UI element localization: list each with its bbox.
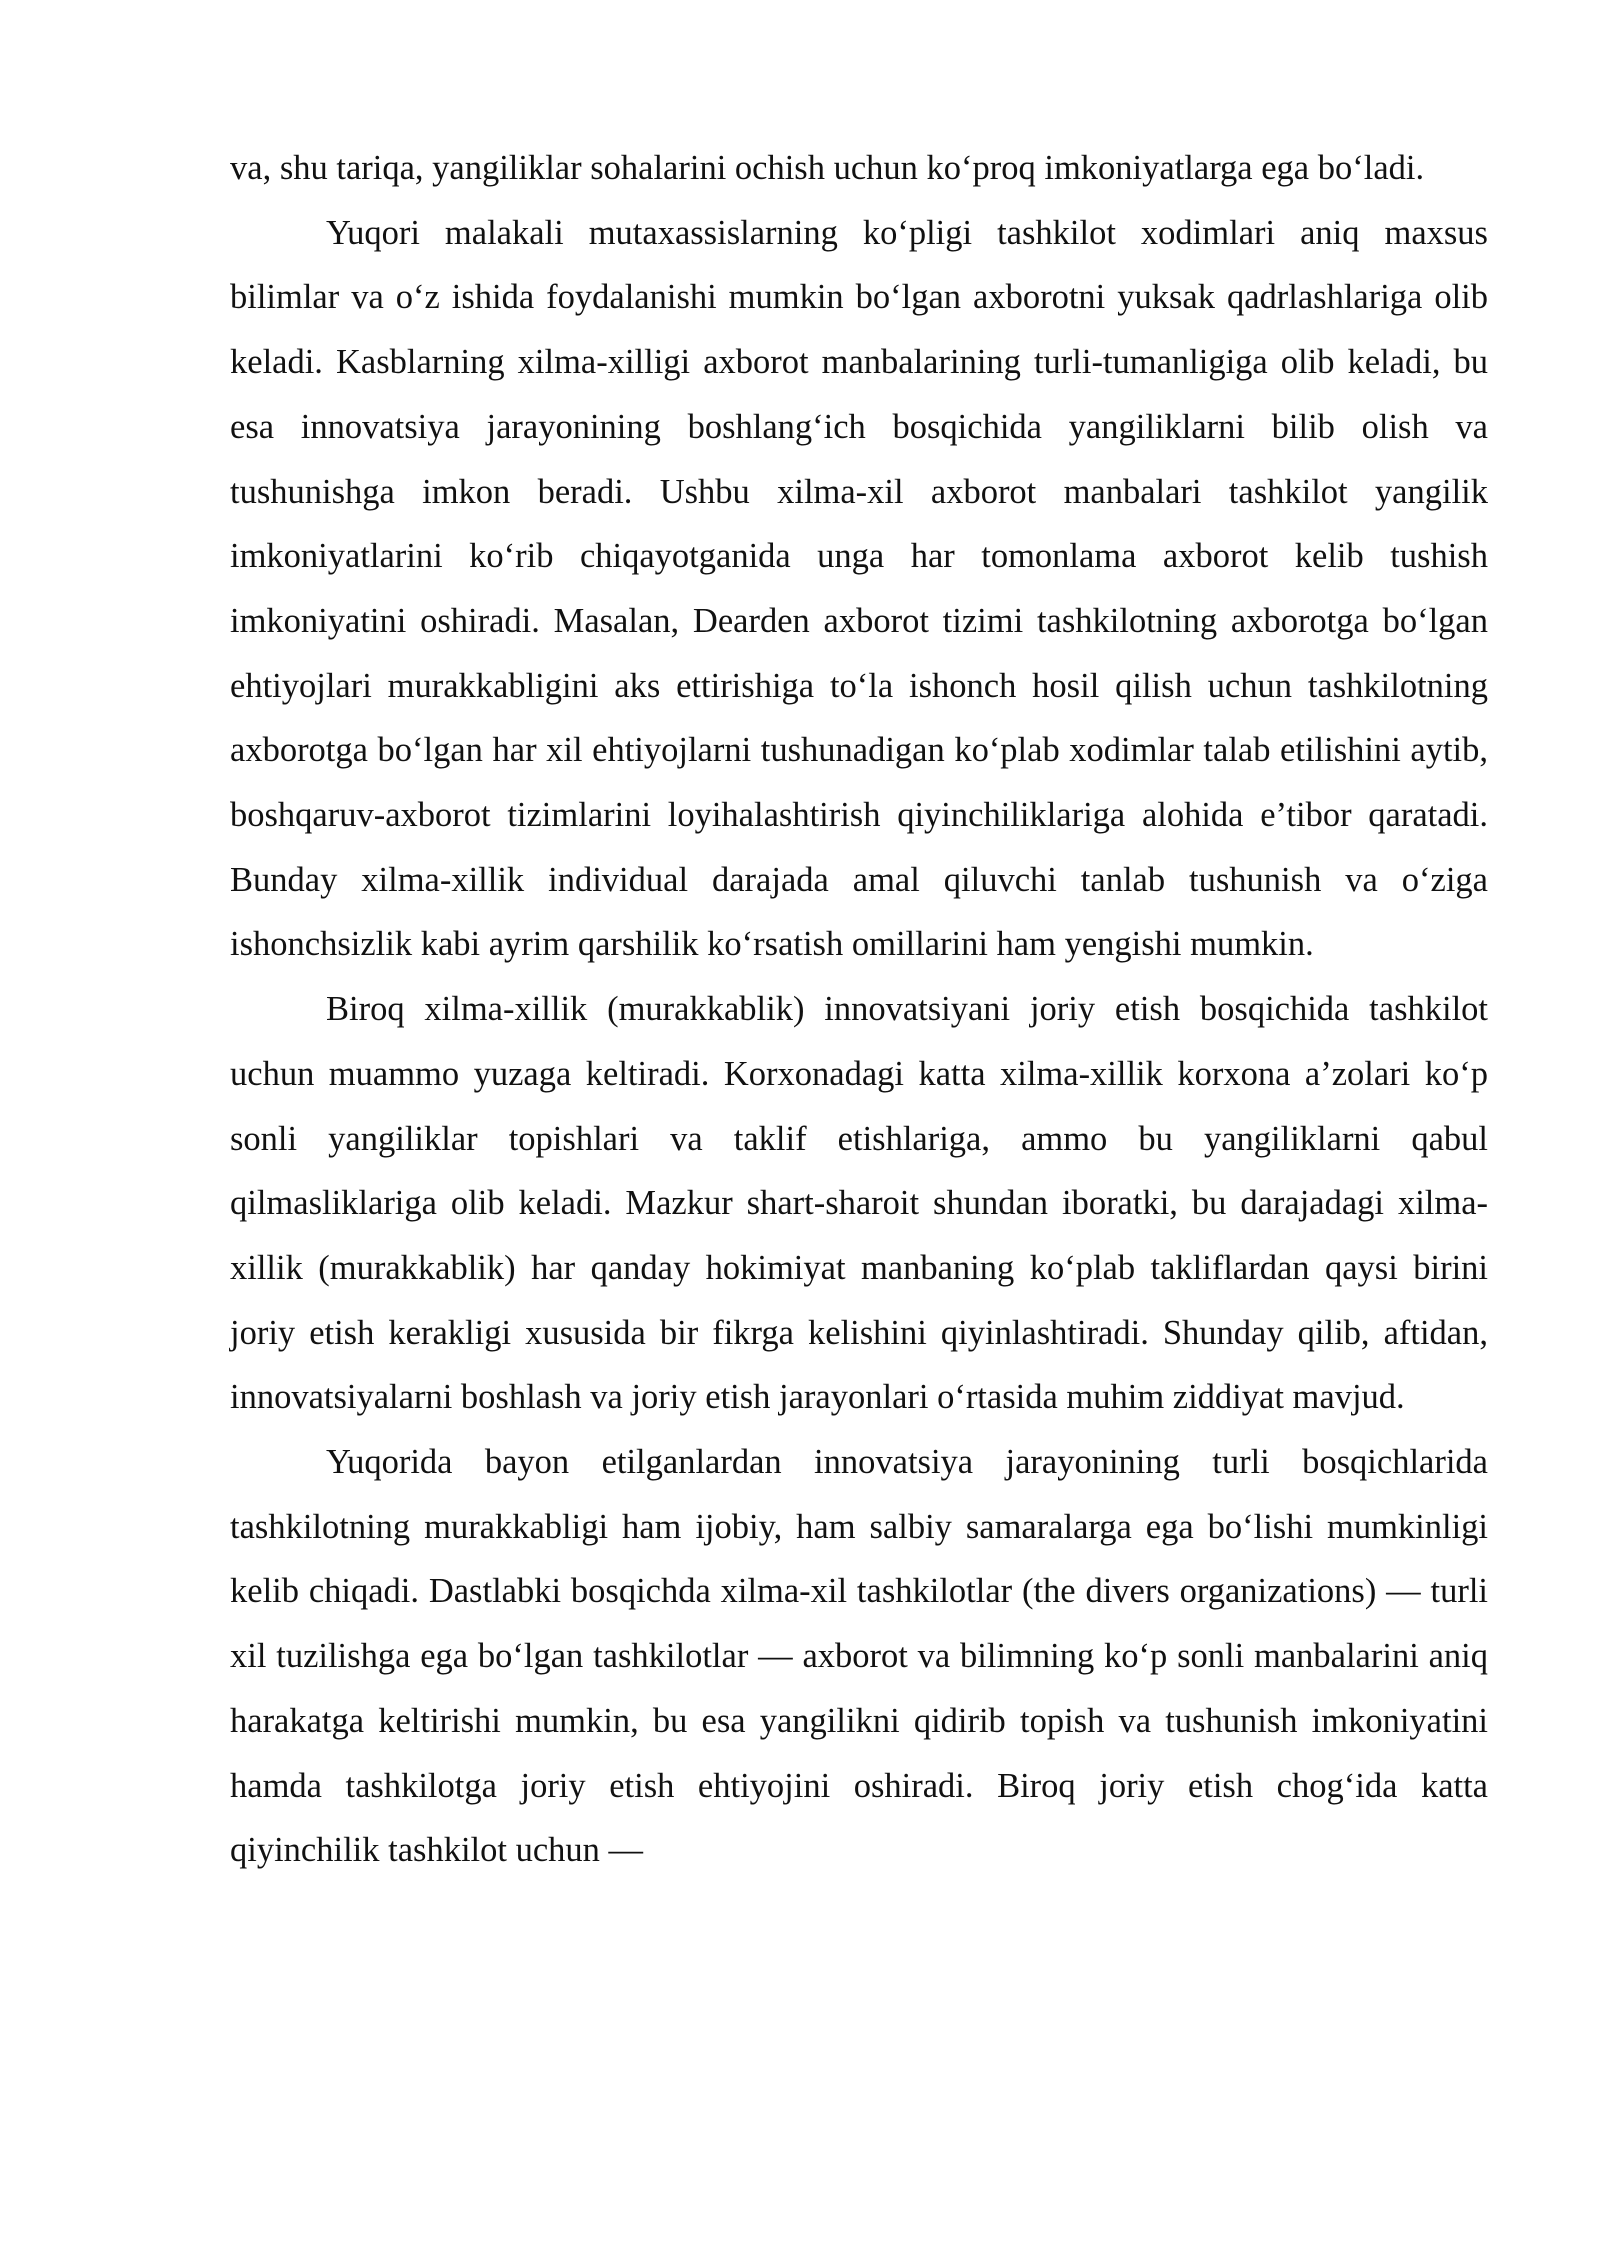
paragraph-4: Yuqorida bayon etilganlardan innovatsiya jarayonining turli bosqichlarida tashkilotning murakkabligi ham ijobiy, ham salbiy samaralarga ega bo‘lishi mumkinligi kelib chiqadi. Dastlabki bosqichda xilma-xil tashkilotlar (the divers organizations) — turli xil tuzilishga ega bo‘lgan tashkilotlar — axborot va bilimning ko‘p sonli manbalarini aniq harakatga keltirishi mumkin, bu esa yangilikni qidirib topish va tushunish imkoniyatini hamda tashkilotga joriy etish ehtiyojini oshiradi. Biroq joriy etish chog‘ida katta qiyinchilik tashkilot uchun — (230, 1443, 1488, 1870)
paragraph-3: Biroq xilma-xillik (murakkablik) innovatsiyani joriy etish bosqichida tashkilot uchun muammo yuzaga keltiradi. Korxonadagi katta xilma-xillik korxona a’zolari ko‘p sonli yangiliklar topishlari va taklif etishlariga, ammo bu yangiliklarni qabul qilmasliklariga olib keladi. Mazkur shart-sharoit shundan iboratki, bu darajadagi xilma-xillik (murakkablik) har qanday hokimiyat manbaning ko‘plab takliflardan qaysi birini joriy etish kerakligi xususida bir fikrga kelishini qiyinlashtiradi. Shunday qilib, aftidan, innovatsiyalarni boshlash va joriy etish jarayonlari o‘rtasida muhim ziddiyat mavjud. (230, 990, 1488, 1417)
paragraph-2: Yuqori malakali mutaxassislarning ko‘pligi tashkilot xodimlari aniq maxsus bilimlar va o‘z ishida foydalanishi mumkin bo‘lgan axborotni yuksak qadrlashlariga olib keladi. Kasblarning xilma-xilligi axborot manbalarining turli-tumanligiga olib keladi, bu esa innovatsiya jarayonining boshlang‘ich bosqichida yangiliklarni bilib olish va tushunishga imkon beradi. Ushbu xilma-xil axborot manbalari tashkilot yangilik imkoniyatlarini ko‘rib chiqayotganida unga har tomonlama axborot kelib tushish imkoniyatini oshiradi. Masalan, Dearden axborot tizimi tashkilotning axborotga bo‘lgan ehtiyojlari murakkabligini aks ettirishiga to‘la ishonch hosil qilish uchun tashkilotning axborotga bo‘lgan har xil ehtiyojlarni tushunadigan ko‘plab xodimlar talab etilishini aytib, boshqaruv-axborot tizimlarini loyihalashtirish qiyinchiliklariga alohida e’tibor qaratadi. Bunday xilma-xillik individual darajada amal qiluvchi tanlab tushunish va o‘ziga ishonchsizlik kabi ayrim qarshilik ko‘rsatish omillarini ham yengishi mumkin. (230, 213, 1488, 964)
paragraph-1: va, shu tariqa, yangiliklar sohalarini ochish uchun ko‘proq imkoniyatlarga ega bo‘ladi. (230, 149, 1425, 187)
document-body (230, 136, 1488, 1883)
